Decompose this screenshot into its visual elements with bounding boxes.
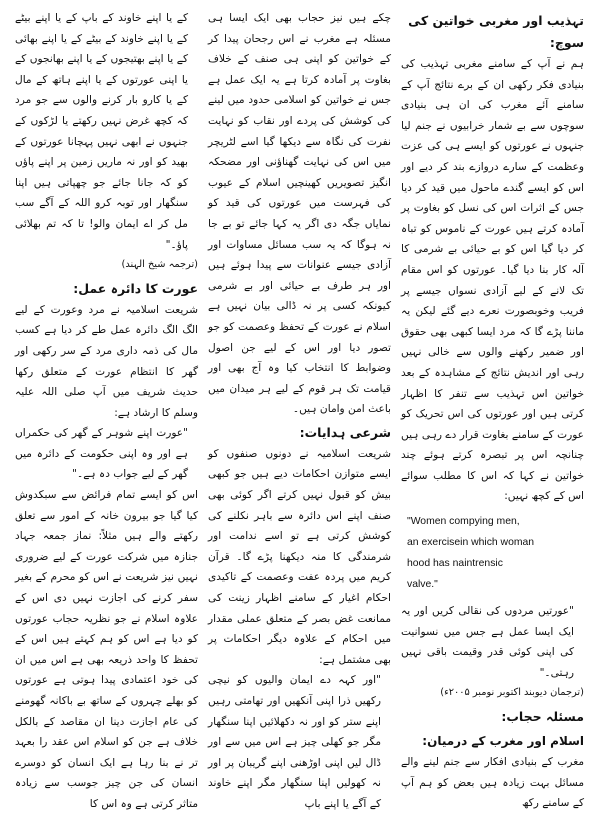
quoted-passage: "عورتیں مردوں کی نقالی کریں اور یہ ایک ایسا عمل ہے جس میں نسوانیت کی اپنی کوئی قدر وقیمت باقی نہیں رہتی۔": [401, 605, 574, 679]
section-heading: شرعی ہدایات:: [299, 424, 391, 440]
body-paragraph: شریعت اسلامیہ نے دونوں صنفوں کو ایسے متوازن احکامات دیے ہیں جو کبھی بیش کو قبول نہیں کرتے اگر کوئی بھی صنف اپنے اس دائرہ سے باہر نکلنے کی کوشش کرتی ہے تو اسے ندامت اور شرمندگی کا منہ دیکھنا پڑے گا۔ قرآن کریم میں پردہ عفت وعصمت کے تاکیدی احکام اغیار کے سامنے اظہار زینت کی ممانعت غض بصر کے متعلق عملی مقدار میں احکام کے علاوہ دیگر احکامات پر بھی مشتمل ہے:: [208, 447, 391, 666]
english-quote: [401, 507, 584, 601]
section-heading: تہذیب اور مغربی خواتین کی سوچ:: [408, 13, 584, 50]
body-paragraph: اس کو ایسے تمام فرائض سے سبکدوش کیا گیا جو بیرون خانہ کے امور سے تعلق رکھتے والے ہیں مثلاً: نماز جمعہ جہاد جنازہ میں شرکت عورت کے لیے ضروری نہیں نیز شریعت نے اس کو محرم کے بغیر سفر کرنے کی اجازت نہیں دی اس کے علاوہ اسلام نے جو نظریہ حجاب عورتوں کو دیا ہے اس کو ہم کہتے ہیں اس کے تحفظ کا واحد ذریعہ بھی ہے اس میں ان کی خود اعتمادی پیدا ہوتی ہے عورتوں کو بھلے چہروں کے ساتھ بے باکانہ گھومنے کی عام اجازت دینا ان مقاصد کے بالکل خلاف ہے جن کو اسلام اس عقد را بعہد تر نے بنا رہا ہے ایک انسان کو دوسرے انسان کی جن چیز جوسب سے زیادہ متاثر کرتی ہے وہ اس کا: [15, 489, 198, 810]
section-subheading: اسلام اور مغرب کے درمیان:: [422, 734, 584, 749]
quoted-passage: "عورت اپنے شوہر کے گھر کی حکمراں ہے اور وہ اپنی حکومت کے دائرہ میں گھر کے لیے جواب دہ ہے۔": [15, 427, 188, 481]
column-left: [15, 8, 198, 810]
column-middle: [208, 8, 391, 810]
english-quote-line: an exercisein which woman: [407, 537, 535, 549]
body-paragraph: چکے ہیں نیز حجاب بھی ایک ایسا ہی مسئلہ ہے مغرب نے اس رجحان پیدا کر کے خواتین کو اپنی ہی صنف کے خلاف بغاوت پر آمادہ کرتا ہے یہ ایک عمل ہے جس نے خواتین کو اسلامی حدود میں لینے کی کوشش کی پردے اور نقاب کو نہایت نفرت کی نگاہ سے دیکھا گیا اسے لٹریچر میں اس کی نہایت گھناؤنی اور مضحکہ انگیز تصویریں کھینچیں اسلام کے عیوب کی فہرست میں عورتوں کی قید کو نمایاں جگہ دی اگر یہ کہا جائے تو بے جا نہ ہوگا کہ یہ سب مسائل مساوات اور آزادی جیسے عنوانات سے پیدا ہوئے ہیں اور ہر طرف بے حیائی اور بے شرمی کیونکہ کسی پر نہ ڈالی بیان نہیں ہے اسلام نے عورت کے تحفظ وعصمت کو جو تصور دیا اور اس کے لیے جن اصول وضوابط کا انتخاب کیا وہ آج بھی اور قیامت تک ہر قوم کے لیے ہر میدان میں باعث امن وامان ہیں۔: [208, 12, 391, 416]
quoted-passage: "اور کہہ دے ایمان والیوں کو نیچی رکھیں ذرا اپنی آنکھیں اور تھامتی رہیں اپنے ستر کو اور نہ دکھلائیں اپنا سنگھار مگر جو کھلی چیز ہے اس میں سے اور ڈال لیں اپنی اوڑھنی اپنے گریبان پر اور نہ کھولیں اپنا سنگھار مگر اپنے خاوند کے آگے یا اپنے باپ: [208, 674, 381, 810]
english-quote-line: valve.": [407, 579, 438, 591]
section-heading: عورت کا دائرہ عمل:: [73, 280, 198, 296]
body-paragraph: مغرب کے بنیادی افکار سے جنم لینے والے مسائل بہت زیادہ ہیں بعض کو ہم آپ کے سامنے رکھ: [401, 756, 584, 810]
english-quote-line: "Women compying men,: [407, 516, 520, 528]
section-heading: مسئلہ حجاب:: [501, 709, 584, 725]
citation-note: (ترجمان دیوبند اکتوبر نومبر ۲۰۰۵ء): [440, 687, 584, 699]
column-right: [401, 8, 584, 810]
body-paragraph: شریعت اسلامیہ نے مرد وعورت کے لیے الگ الگ دائرہ عمل طے کر دیا ہے کسب مال کی ذمہ داری مرد کے سر رکھی اور گھر کا انتظام عورت کے متعلق رکھا حدیث شریف میں آپ صلی اللہ علیہ وسلم کا ارشاد ہے:: [15, 303, 198, 419]
english-quote-line: hood has naintrensic: [407, 558, 503, 570]
body-paragraph: ہم نے آپ کے سامنے مغربی تہذیب کی بنیادی فکر رکھی ان کے برے نتائج آپ کے سامنے آئے مغرب کی ان ہی بنیادی سوچوں سے بے شمار خرابیوں نے جنم لیا جنہوں نے عورتوں کو ایسے ہی کی عزت وعظمت کے سارے دروازے بند کر دیے اور اس کو ایسے گندے ماحول میں قید کر دیا جس کے اثرات اس کی نسل کو بغاوت پر آمادہ کرتے ہیں عورت کے ناموس کو تباہ کر دیا گیا اس کو بے حیائی بے شرمی کا آلہ کار بنا دیا گیا۔ عورتوں کو اس مقام تک لانے کے لیے آزادی نسواں جیسے پر فریب وخوبصورت نعرے دیے گئے لیکن یہ ماننا پڑے گا کہ مرد ایسا کبھی بھی حقوق اور ضمیر رکھنے والوں سے خالی نہیں رہی اور اندیش نتائج کے مشاہدہ کے بعد خواتین اس تہذیب سے تنفر کا اظہار کرتی ہیں اور عورتوں کی اس تحریک کو عورت کے سامنے بغاوت قرار دے رہی ہیں چنانچہ اس پر تبصرہ کرتے ہوئے چند خواتین نے کہا کہ اس کا مطلب سوائے اس کے کچھ نہیں:: [401, 58, 584, 503]
citation-note: (ترجمہ شیخ الہند): [121, 259, 198, 271]
quoted-passage: کے یا اپنے خاوند کے باپ کے یا اپنے بیٹے کے یا اپنے خاوند کے بیٹے کے یا اپنے بھائی کے یا اپنے بھتیجوں کے یا اپنے بھانجوں کے یا اپنی عورتوں کے یا اپنے ہاتھ کے مال کے یا کارو بار کرنے والوں سے جو مرد کہ کچھ غرض نہیں رکھتے یا لڑکوں کے جنہوں نے ابھی نہیں پہچانا عورتوں کے بھید کو اور نہ ماریں زمین پر اپنے پاؤں کو کہ جانا جائے جو چھپاتی ہیں اپنا سنگھار اور توبہ کرو اللہ کے آگے سب مل کر اے ایمان والو! تا کہ تم بھلائی پاؤ۔": [15, 12, 188, 251]
